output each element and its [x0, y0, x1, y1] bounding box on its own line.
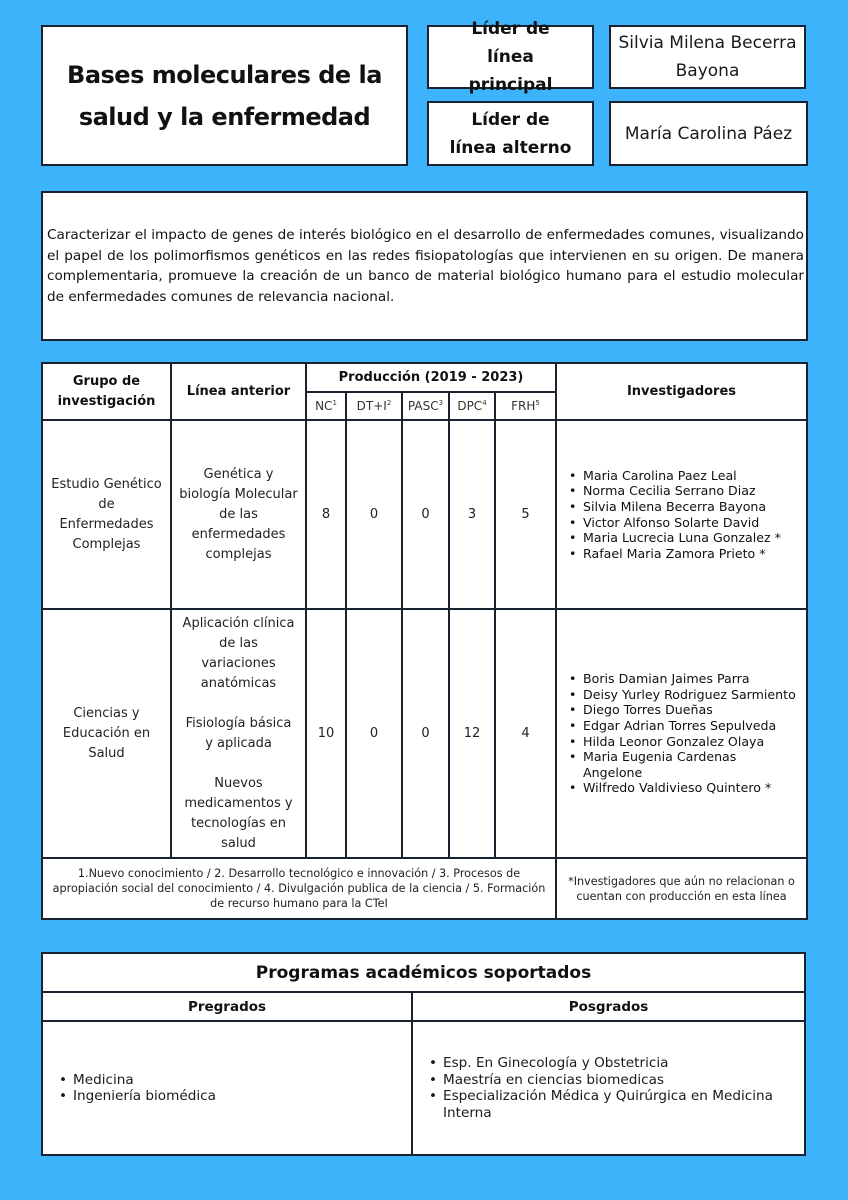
researchers-list: [557, 671, 806, 796]
researcher-item: • Hilda Leonor Gonzalez Olaya: [569, 734, 798, 750]
header-group: [42, 363, 171, 420]
group-cell: [42, 609, 171, 858]
metrics-legend: 1.Nuevo conocimiento / 2. Desarrollo tecnológico e innovación / 3. Procesos de apropiación social del conocimiento / 4. Divulgación publica de la ciencia / 5. Formación de recurso humano para la CTeI: [42, 858, 556, 919]
value-cell: 0: [346, 420, 402, 609]
program-item: • Maestría en ciencias biomedicas: [427, 1072, 774, 1089]
page-title: Bases moleculares de la salud y la enfermedad: [67, 60, 382, 131]
program-item: • Ingeniería biomédica: [57, 1088, 216, 1105]
objective-panel: [41, 191, 808, 341]
value-cell: 3: [449, 420, 495, 609]
principal-leader-name-box: [609, 25, 806, 89]
value-cell: 0: [402, 420, 449, 609]
title-panel: [41, 25, 408, 166]
value-cell: 4: [495, 609, 556, 858]
header-researchers: Investigadores: [556, 363, 807, 420]
group-name: Ciencias y Educación en Salud: [62, 705, 151, 761]
alternate-leader-name: María Carolina Páez: [624, 123, 793, 144]
researcher-item: • Deisy Yurley Rodriguez Sarmiento: [569, 687, 798, 703]
alternate-leader-label-box: [427, 101, 594, 166]
header-metric: $DT+I^2$: [346, 392, 402, 420]
line-name: Nuevos medicamentos y tecnologías en salud: [184, 775, 293, 851]
researcher-item: • Silvia Milena Becerra Bayona: [569, 499, 806, 515]
researcher-item: • Edgar Adrian Torres Sepulveda: [569, 718, 798, 734]
pregrados-list: [43, 1072, 216, 1105]
header-metric: PASC$^3$: [402, 392, 449, 420]
table-row: [42, 609, 807, 858]
principal-leader-label-box: [427, 19, 594, 95]
program-item: • Medicina: [57, 1072, 216, 1089]
objective-text: Caracterizar el impacto de genes de interés biológico en el desarrollo de enfermedades comunes, visualizando el papel de los polimorfismos genéticos en las redes fisiopatologías que intervienen en su origen. De manera complementaria, promueve la creación de un banco de material biológico humano para el estudio molecular de enfermedades comunes de relevancia nacional.: [47, 227, 804, 305]
researcher-item: • Boris Damian Jaimes Parra: [569, 671, 798, 687]
header-production: Producción (2019 - 2023): [306, 363, 556, 392]
posgrados-cell: [413, 1022, 804, 1154]
line-name: Genética y biología Molecular de las enfermedades complejas: [179, 466, 298, 562]
program-item: • Especialización Médica y Quirúrgica en Medicina Interna: [427, 1088, 774, 1121]
header-line: Línea anterior: [171, 363, 306, 420]
researcher-item: • Wilfredo Valdivieso Quintero *: [569, 780, 798, 796]
program-item: • Esp. En Ginecología y Obstetricia: [427, 1055, 774, 1072]
researcher-item: • Rafael Maria Zamora Prieto *: [569, 546, 806, 562]
pregrados-cell: [43, 1022, 413, 1154]
value-cell: 5: [495, 420, 556, 609]
line-cell: [171, 420, 306, 609]
production-table: [41, 362, 808, 920]
value-cell: 0: [402, 609, 449, 858]
value-cell: 0: [346, 609, 402, 858]
researchers-cell: [556, 609, 807, 858]
header-group-label: Grupo de investigación: [57, 373, 156, 409]
researcher-item: • Maria Lucrecia Luna Gonzalez *: [569, 530, 806, 546]
header-metric: $NC^1$: [306, 392, 346, 420]
table-row: [42, 420, 807, 609]
value-cell: 10: [306, 609, 346, 858]
researchers-cell: [556, 420, 807, 609]
pregrados-header: Pregrados: [43, 993, 413, 1020]
programs-panel: [41, 952, 806, 1156]
researcher-item: • Maria Eugenia Cardenas Angelone: [569, 749, 798, 780]
line-name: Aplicación clínica de las variaciones anatómicas: [182, 615, 295, 691]
researcher-item: • Victor Alfonso Solarte David: [569, 515, 806, 531]
line-cell: [171, 609, 306, 858]
posgrados-header: Posgrados: [568, 998, 649, 1015]
header-metric: DPC$^4$: [449, 392, 495, 420]
header-metric: FRH$^5$: [495, 392, 556, 420]
researcher-item: • Diego Torres Dueñas: [569, 702, 798, 718]
line-name: Fisiología básica y aplicada: [185, 715, 292, 751]
alternate-leader-label: Líder de línea alterno: [449, 109, 572, 158]
alternate-leader-name-box: [609, 101, 808, 166]
researchers-list: [557, 468, 806, 562]
researcher-item: • Maria Carolina Paez Leal: [569, 468, 806, 484]
principal-leader-label: Líder de línea principal: [468, 19, 553, 95]
researchers-footnote: *Investigadores que aún no relacionan o cuentan con producción en esta línea: [556, 858, 807, 919]
value-cell: 8: [306, 420, 346, 609]
posgrados-list: [413, 1055, 804, 1121]
researcher-item: • Norma Cecilia Serrano Diaz: [569, 483, 806, 499]
value-cell: 12: [449, 609, 495, 858]
group-name: Estudio Genético de Enfermedades Complejas: [51, 476, 162, 552]
principal-leader-name: Silvia Milena Becerra Bayona: [618, 33, 797, 81]
programs-title: Programas académicos soportados: [43, 954, 804, 993]
group-cell: [42, 420, 171, 609]
